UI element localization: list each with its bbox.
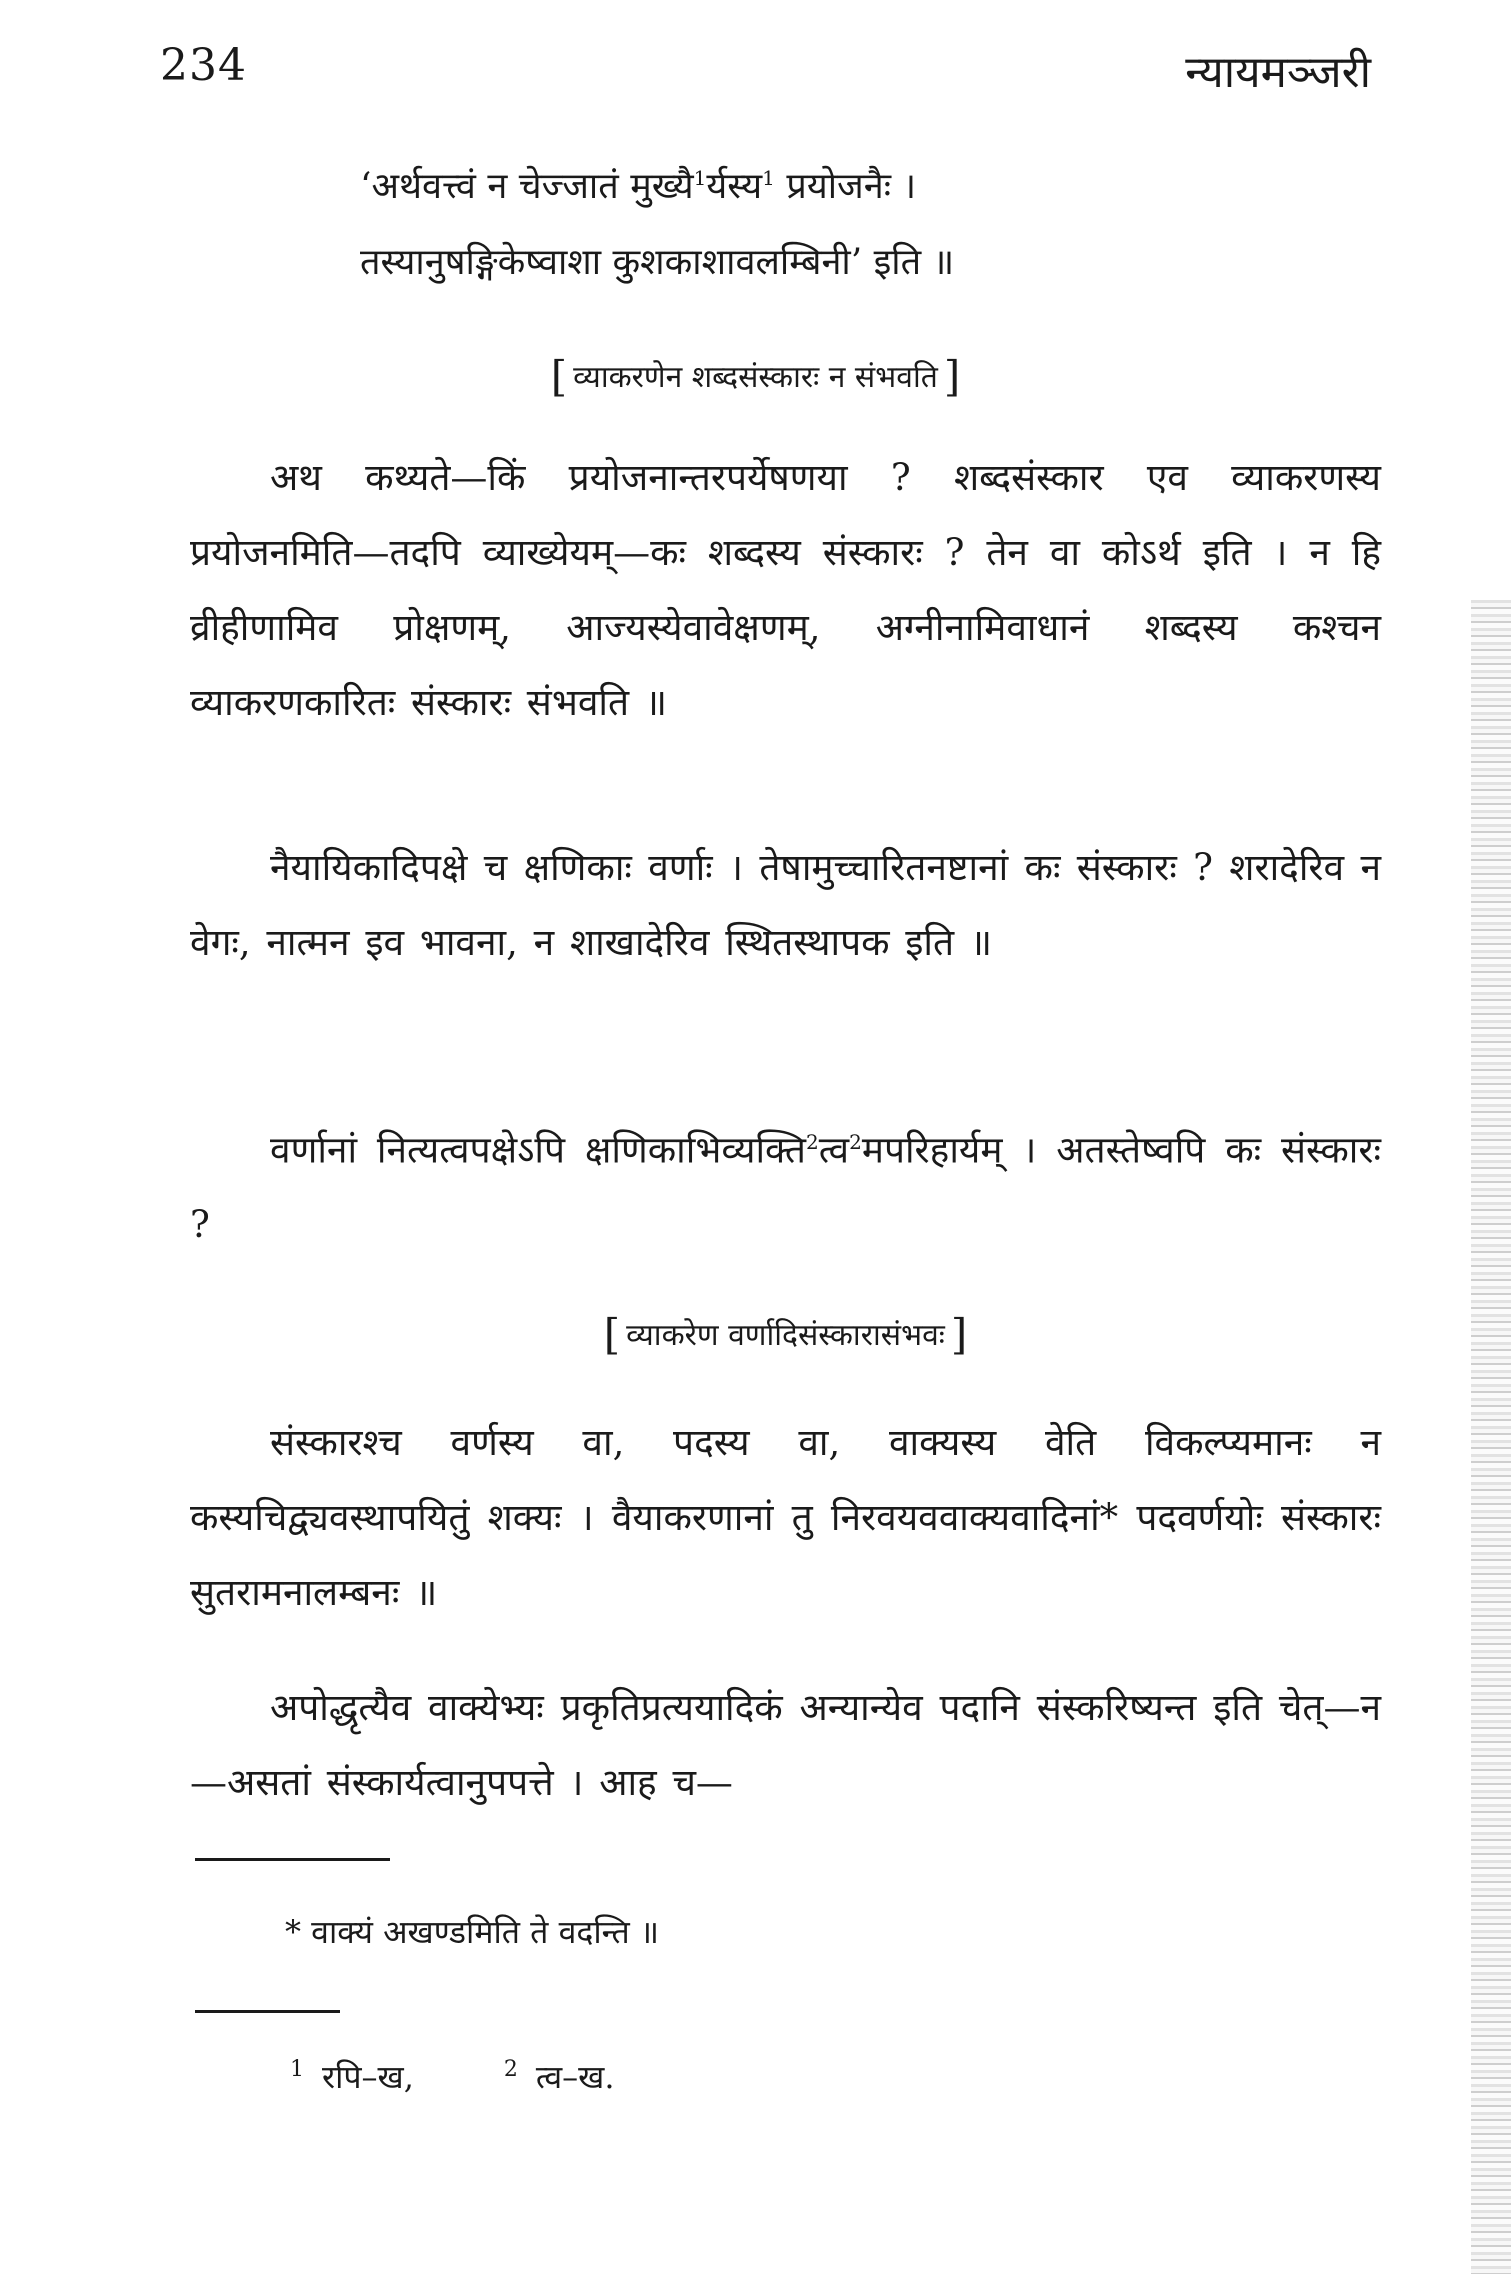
verse-quotation — [360, 150, 1271, 291]
variant-readings — [290, 2055, 615, 2098]
verse-text: प्रयोजनैः । — [774, 166, 917, 207]
open-bracket: [ — [550, 352, 568, 401]
paragraph-text: मपरिहार्यम् । अतस्तेष्वपि कः संस्कारः ? — [190, 1128, 1381, 1247]
paragraph-3 — [190, 1105, 1381, 1262]
section-heading-1 — [0, 352, 1511, 401]
variant-number: 1 — [290, 2057, 304, 2083]
footnote: * वाक्यं अखण्डमिति ते वदन्ति ॥ — [285, 1913, 660, 1951]
variant-number: 2 — [503, 2057, 518, 2083]
close-bracket: ] — [943, 352, 961, 401]
running-title: न्यायमञ्जरी — [1185, 47, 1371, 98]
section-heading-2 — [60, 1310, 1511, 1359]
heading-text: व्याकरणेन शब्दसंस्कारः न संभवति — [573, 360, 938, 395]
close-bracket: ] — [950, 1310, 968, 1359]
variant-reading: रपि–ख, — [322, 2058, 414, 2096]
paragraph-4: संस्कारश्च वर्णस्य वा, पदस्य वा, वाक्यस्य वेति विकल्प्यमानः न कस्यचिद्व्यवस्थापयितुं शक्यः । वैयाकरणानां तु निरवयववाक्यवादिनां* पदवर्णयोः संस्कारः सुतरामनालम्बनः ॥ — [190, 1421, 1381, 1614]
paragraph-5: अपोद्धृत्यैव वाक्येभ्यः प्रकृतिप्रत्ययादिकं अन्यान्येव पदानि संस्करिष्यन्त इति चेत्—न—असतां संस्कार्यत्वानुपपत्ते । आह च— — [190, 1686, 1381, 1804]
paragraph-1: अथ कथ्यते—किं प्रयोजनान्तरपर्येषणया ? शब्दसंस्कार एव व्याकरणस्य प्रयोजनमिति—तदपि व्याख्येयम्—कः शब्दस्य संस्कारः ? तेन वा कोऽर्थ इति । न हि व्रीहीणामिव प्रोक्षणम्, आज्यस्येवावेक्षणम्, अग्नीनामिवाधानं शब्दस्य कश्चन व्याकरणकारितः संस्कारः संभवति ॥ — [190, 456, 1381, 724]
variants-rule — [195, 2010, 340, 2013]
verse-line-2: तस्यानुषङ्गिकेष्वाशा कुशकाशावलम्बिनी’ इति ॥ — [360, 242, 955, 283]
open-bracket: [ — [603, 1310, 621, 1359]
paragraph-text: त्व — [818, 1128, 850, 1172]
variant-marker: 1 — [693, 166, 707, 190]
page-edge-scan-artifact — [1471, 600, 1511, 2274]
variant-marker: 2 — [849, 1130, 862, 1154]
page-header — [160, 40, 1371, 110]
verse-text: ‘अर्थवत्त्वं न चेज्जातं मुख्यै — [360, 166, 694, 207]
variant-marker: 1 — [762, 166, 775, 190]
variant-reading: त्व–ख. — [535, 2058, 615, 2096]
verse-line-1 — [360, 150, 1271, 215]
footnote-rule — [195, 1858, 390, 1861]
page-number: 234 — [160, 40, 247, 91]
paragraph-2: नैयायिकादिपक्षे च क्षणिकाः वर्णाः । तेषामुच्चारितनष्टानां कः संस्कारः ? शरादेरिव न वेगः, नात्मन इव भावना, न शाखादेरिव स्थितस्थापक इति ॥ — [190, 846, 1381, 964]
heading-text: व्याकरेण वर्णादिसंस्कारासंभवः — [626, 1318, 945, 1353]
variant-marker: 2 — [805, 1130, 819, 1154]
verse-text: र्यस्य — [706, 166, 763, 207]
paragraph-text: वर्णानां नित्यत्वपक्षेऽपि क्षणिकाभिव्यक्ति — [270, 1128, 806, 1172]
